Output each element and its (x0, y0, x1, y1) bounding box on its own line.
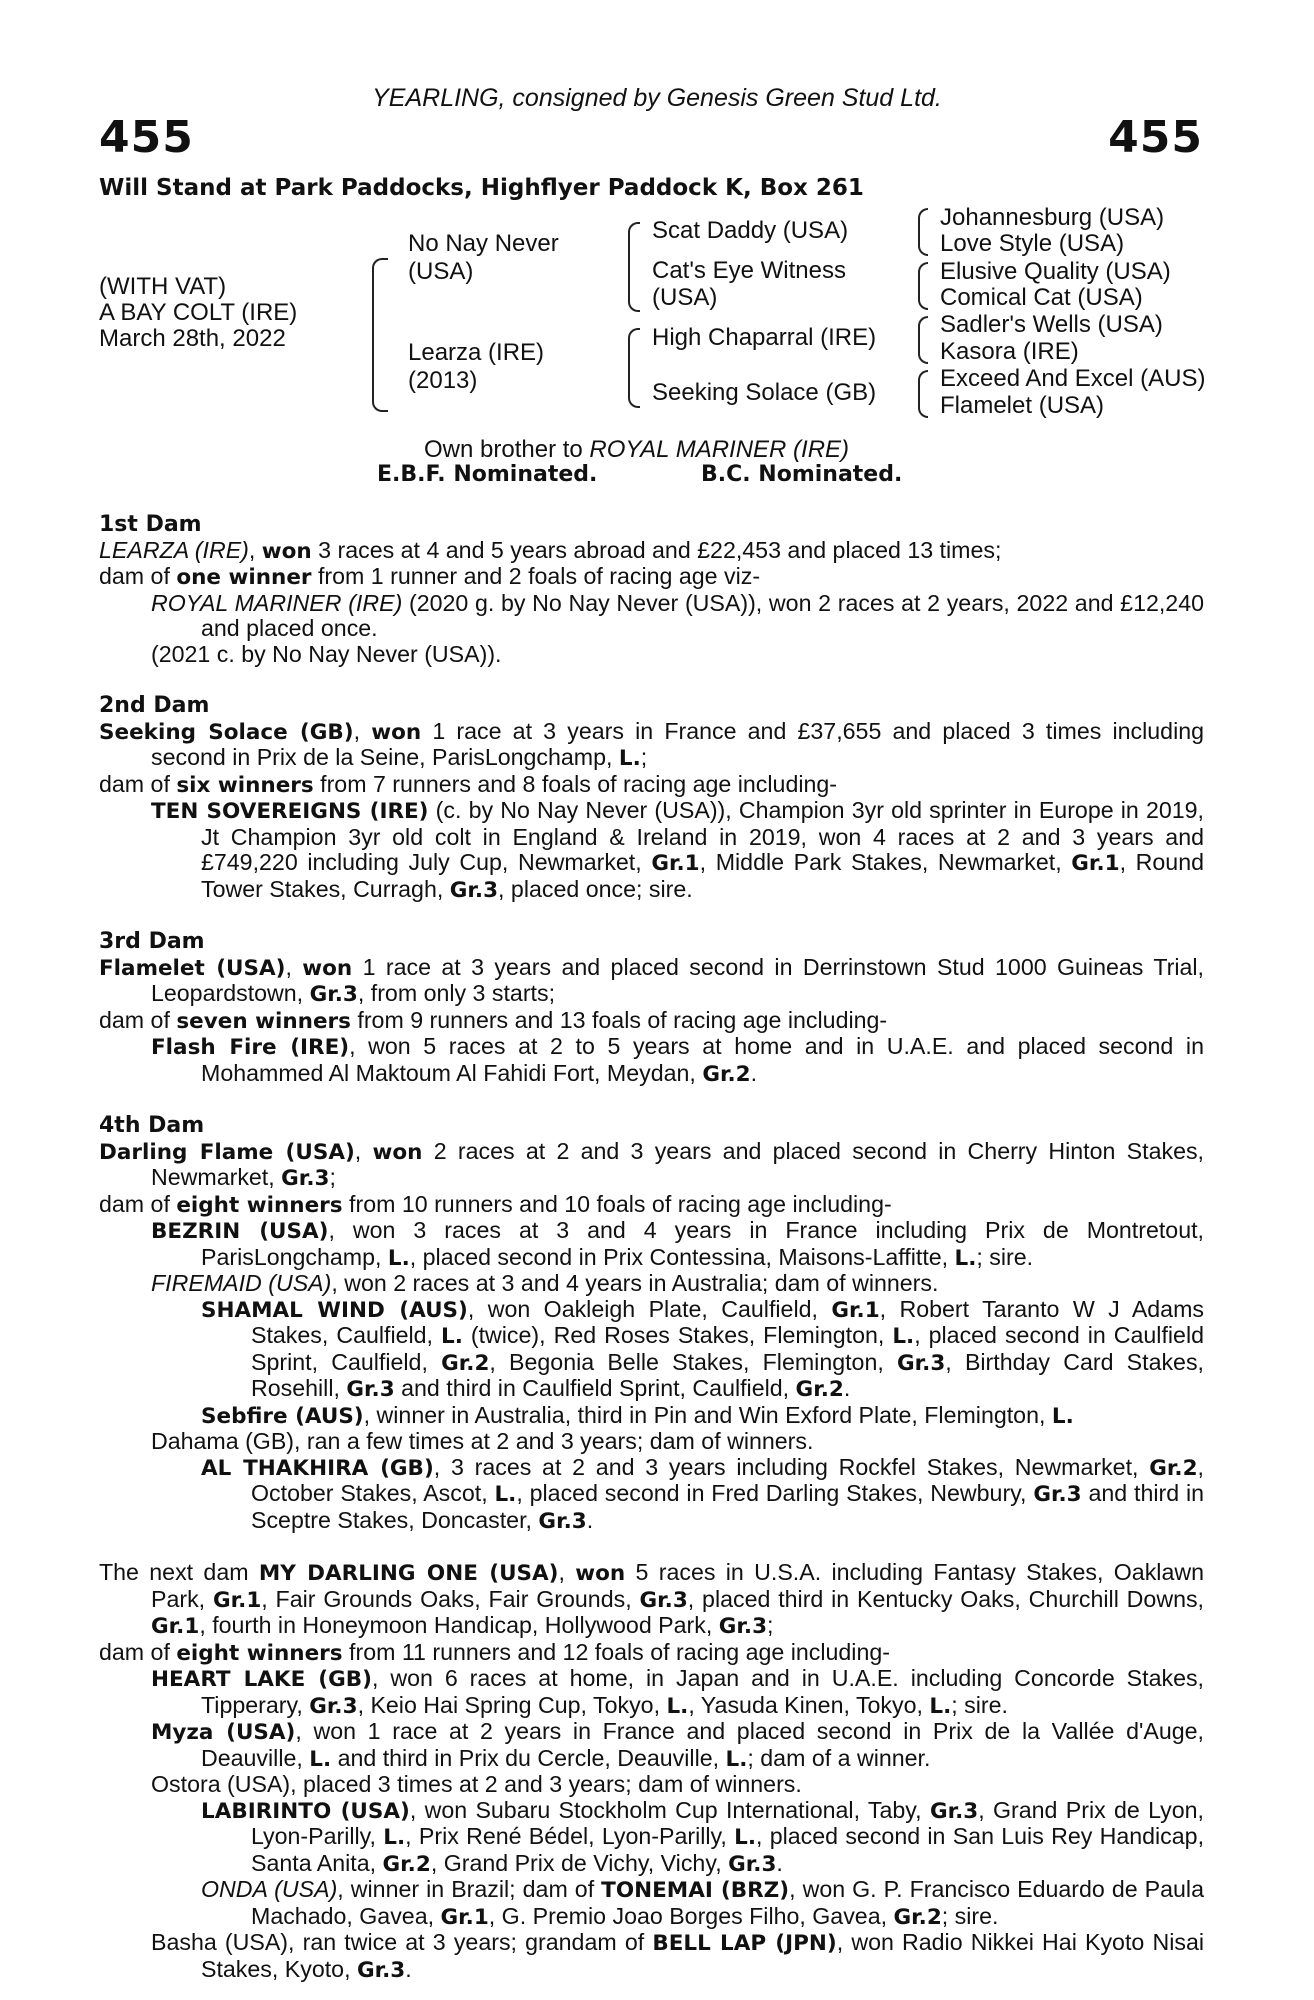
brace-dam (628, 328, 640, 408)
sire-origin: (USA) (408, 258, 474, 285)
produce-flash-fire: Flash Fire (IRE), won 5 races at 2 to 5 years at home and in U.A.E. and placed second in Mohammed Al Maktoum Al Fahidi Fort, Meydan, Gr.2. (151, 1033, 1204, 1087)
sire-sire: Scat Daddy (USA) (652, 217, 849, 244)
produce-bezrin: BEZRIN (USA), won 3 races at 3 and 4 years in France including Prix de Montretout, ParisLongchamp, L., placed second in Prix Contessina, Maisons-Laffitte, L.; sire. (151, 1217, 1204, 1271)
produce-firemaid: FIREMAID (USA), won 2 races at 3 and 4 years in Australia; dam of winners. (151, 1270, 939, 1296)
dam-sire: High Chaparral (IRE) (652, 324, 877, 351)
brace-g3-4 (918, 370, 928, 418)
gen3-1: Johannesburg (USA) (940, 204, 1165, 231)
sire-name: No Nay Never (408, 230, 559, 257)
produce-ostora: Ostora (USA), placed 3 times at 2 and 3 years; dam of winners. (151, 1771, 802, 1797)
third-dam-record: Flamelet (USA), won 1 race at 3 years and placed second in Derrinstown Stud 1000 Guineas Trial, Leopardstown, Gr.3, from only 3 starts; (99, 953, 1205, 1007)
gen3-3: Elusive Quality (USA) (940, 258, 1171, 285)
first-dam-text: LEARZA (IRE), won 3 races at 4 and 5 years abroad and £22,453 and placed 13 times; (99, 536, 1002, 564)
own-brother-note: Own brother to ROYAL MARINER (IRE) (424, 436, 850, 463)
produce-basha: Basha (USA), ran twice at 3 years; grandam of BELL LAP (JPN), won Radio Nikkei Hai Kyoto Nisai Stakes, Kyoto, Gr.3. (151, 1929, 1204, 1983)
sire-dam: Cat's Eye Witness (652, 257, 846, 284)
produce-2021: (2021 c. by No Nay Never (USA)). (151, 640, 502, 667)
bc-nominated: B.C. Nominated. (701, 462, 903, 487)
produce-royal-mariner: ROYAL MARINER (IRE) (2020 g. by No Nay Never (USA)), won 2 races at 2 years, 2022 and £12,240 and placed once. (151, 589, 1204, 641)
brace-g3-3 (918, 316, 928, 364)
gen3-8: Flamelet (USA) (940, 392, 1105, 419)
brace-gen1 (372, 258, 388, 412)
lot-number-left: 455 (99, 112, 194, 163)
brace-sire (628, 222, 640, 312)
catalogue-body (99, 512, 1204, 1983)
dam-dam: Seeking Solace (GB) (652, 379, 877, 406)
gen3-5: Sadler's Wells (USA) (940, 311, 1163, 338)
produce-dahama: Dahama (GB), ran a few times at 2 and 3 years; dam of winners. (151, 1428, 814, 1454)
gen3-7: Exceed And Excel (AUS) (940, 365, 1206, 392)
produce-ten-sovereigns: TEN SOVEREIGNS (IRE) (c. by No Nay Never (USA)), Champion 3yr old sprinter in Europe in 2019, Jt Champion 3yr old colt in England & Ireland in 2019, won 4 races at 2 and 3 years and £749,220 including July Cup, Newmarket, Gr.1, Middle Park Stakes, Newmarket, Gr.1, Round Tower Stakes, Curragh, Gr.3, placed once; sire. (151, 797, 1204, 903)
second-dam-record: Seeking Solace (GB), won 1 race at 3 years in France and £37,655 and placed 3 times including second in Prix de la Seine, ParisLongchamp, L.; (99, 717, 1205, 771)
produce-onda: ONDA (USA), winner in Brazil; dam of TONEMAI (BRZ), won G. P. Francisco Eduardo de Paula Machado, Gavea, Gr.1, G. Premio Joao Borges Filho, Gavea, Gr.2; sire. (201, 1876, 1204, 1930)
fourth-dam-heading: 4th Dam (99, 1113, 205, 1138)
gen3-6: Kasora (IRE) (940, 338, 1079, 365)
second-dam-heading: 2nd Dam (99, 693, 210, 718)
brace-g3-1 (918, 208, 928, 256)
third-dam-heading: 3rd Dam (99, 929, 205, 954)
fourth-dam-record: Darling Flame (USA), won 2 races at 2 and 3 years and placed second in Cherry Hinton Stakes, Newmarket, Gr.3; (99, 1137, 1205, 1191)
gen3-2: Love Style (USA) (940, 230, 1125, 257)
produce-sebfire: Sebfire (AUS), winner in Australia, third in Pin and Win Exford Plate, Flemington, L. (201, 1401, 1074, 1429)
ebf-nominated: E.B.F. Nominated. (377, 462, 598, 487)
vat-note: (WITH VAT) (99, 273, 227, 300)
next-dam-produce: dam of eight winners from 11 runners and 12 foals of racing age including- (99, 1638, 890, 1666)
stand-location: Will Stand at Park Paddocks, Highflyer Paddock K, Box 261 (99, 175, 864, 201)
produce-myza: Myza (USA), won 1 race at 2 years in France and placed second in Prix de la Vallée d'Auge, Deauville, L. and third in Prix du Cercle, Deauville, L.; dam of a winner. (151, 1718, 1204, 1772)
produce-labirinto: LABIRINTO (USA), won Subaru Stockholm Cup International, Taby, Gr.3, Grand Prix de Lyon, Lyon-Parilly, L., Prix René Bédel, Lyon-Parilly, L., placed second in San Luis Rey Handicap, Santa Anita, Gr.2, Grand Prix de Vichy, Vichy, Gr.3. (201, 1796, 1205, 1877)
first-dam-heading: 1st Dam (99, 512, 202, 537)
brace-g3-2 (918, 262, 928, 310)
date-of-birth: March 28th, 2022 (99, 325, 286, 352)
second-dam-produce: dam of six winners from 7 runners and 8 foals of racing age including- (99, 770, 838, 798)
next-dam-record: The next dam MY DARLING ONE (USA), won 5 races in U.S.A. including Fantasy Stakes, Oaklawn Park, Gr.1, Fair Grounds Oaks, Fair Grounds, Gr.3, placed third in Kentucky Oaks, Churchill Downs, Gr.1, fourth in Honeymoon Handicap, Hollywood Park, Gr.3; (99, 1559, 1205, 1639)
produce-shamal-wind: SHAMAL WIND (AUS), won Oakleigh Plate, Caulfield, Gr.1, Robert Taranto W J Adams Stakes, Caulfield, L. (twice), Red Roses Stakes, Flemington, L., placed second in Caulfield Sprint, Caulfield, Gr.2, Begonia Belle Stakes, Flemington, Gr.3, Birthday Card Stakes, Rosehill, Gr.3 and third in Caulfield Sprint, Caulfield, Gr.2. (201, 1295, 1204, 1402)
gen3-4: Comical Cat (USA) (940, 284, 1143, 311)
first-dam-produce: dam of one winner from 1 runner and 2 foals of racing age viz- (99, 563, 761, 590)
produce-al-thakhira: AL THAKHIRA (GB), 3 races at 2 and 3 years including Rockfel Stakes, Newmarket, Gr.2, October Stakes, Ascot, L., placed second in Fred Darling Stakes, Newbury, Gr.3 and third in Sceptre Stakes, Doncaster, Gr.3. (201, 1453, 1204, 1534)
lot-number-right: 455 (1108, 112, 1203, 163)
third-dam-produce: dam of seven winners from 9 runners and 13 foals of racing age including- (99, 1006, 888, 1034)
dam-year: (2013) (408, 367, 478, 394)
consignment-line: YEARLING, consigned by Genesis Green Stud Ltd. (372, 84, 942, 112)
fourth-dam-produce: dam of eight winners from 10 runners and 10 foals of racing age including- (99, 1190, 892, 1218)
sire-dam-origin: (USA) (652, 284, 718, 311)
produce-heart-lake: HEART LAKE (GB), won 6 races at home, in Japan and in U.A.E. including Concorde Stakes, Tipperary, Gr.3, Keio Hai Spring Cup, Tokyo, L., Yasuda Kinen, Tokyo, L.; sire. (151, 1665, 1204, 1719)
dam-name: Learza (IRE) (408, 339, 545, 366)
horse-name: A BAY COLT (IRE) (99, 299, 298, 326)
